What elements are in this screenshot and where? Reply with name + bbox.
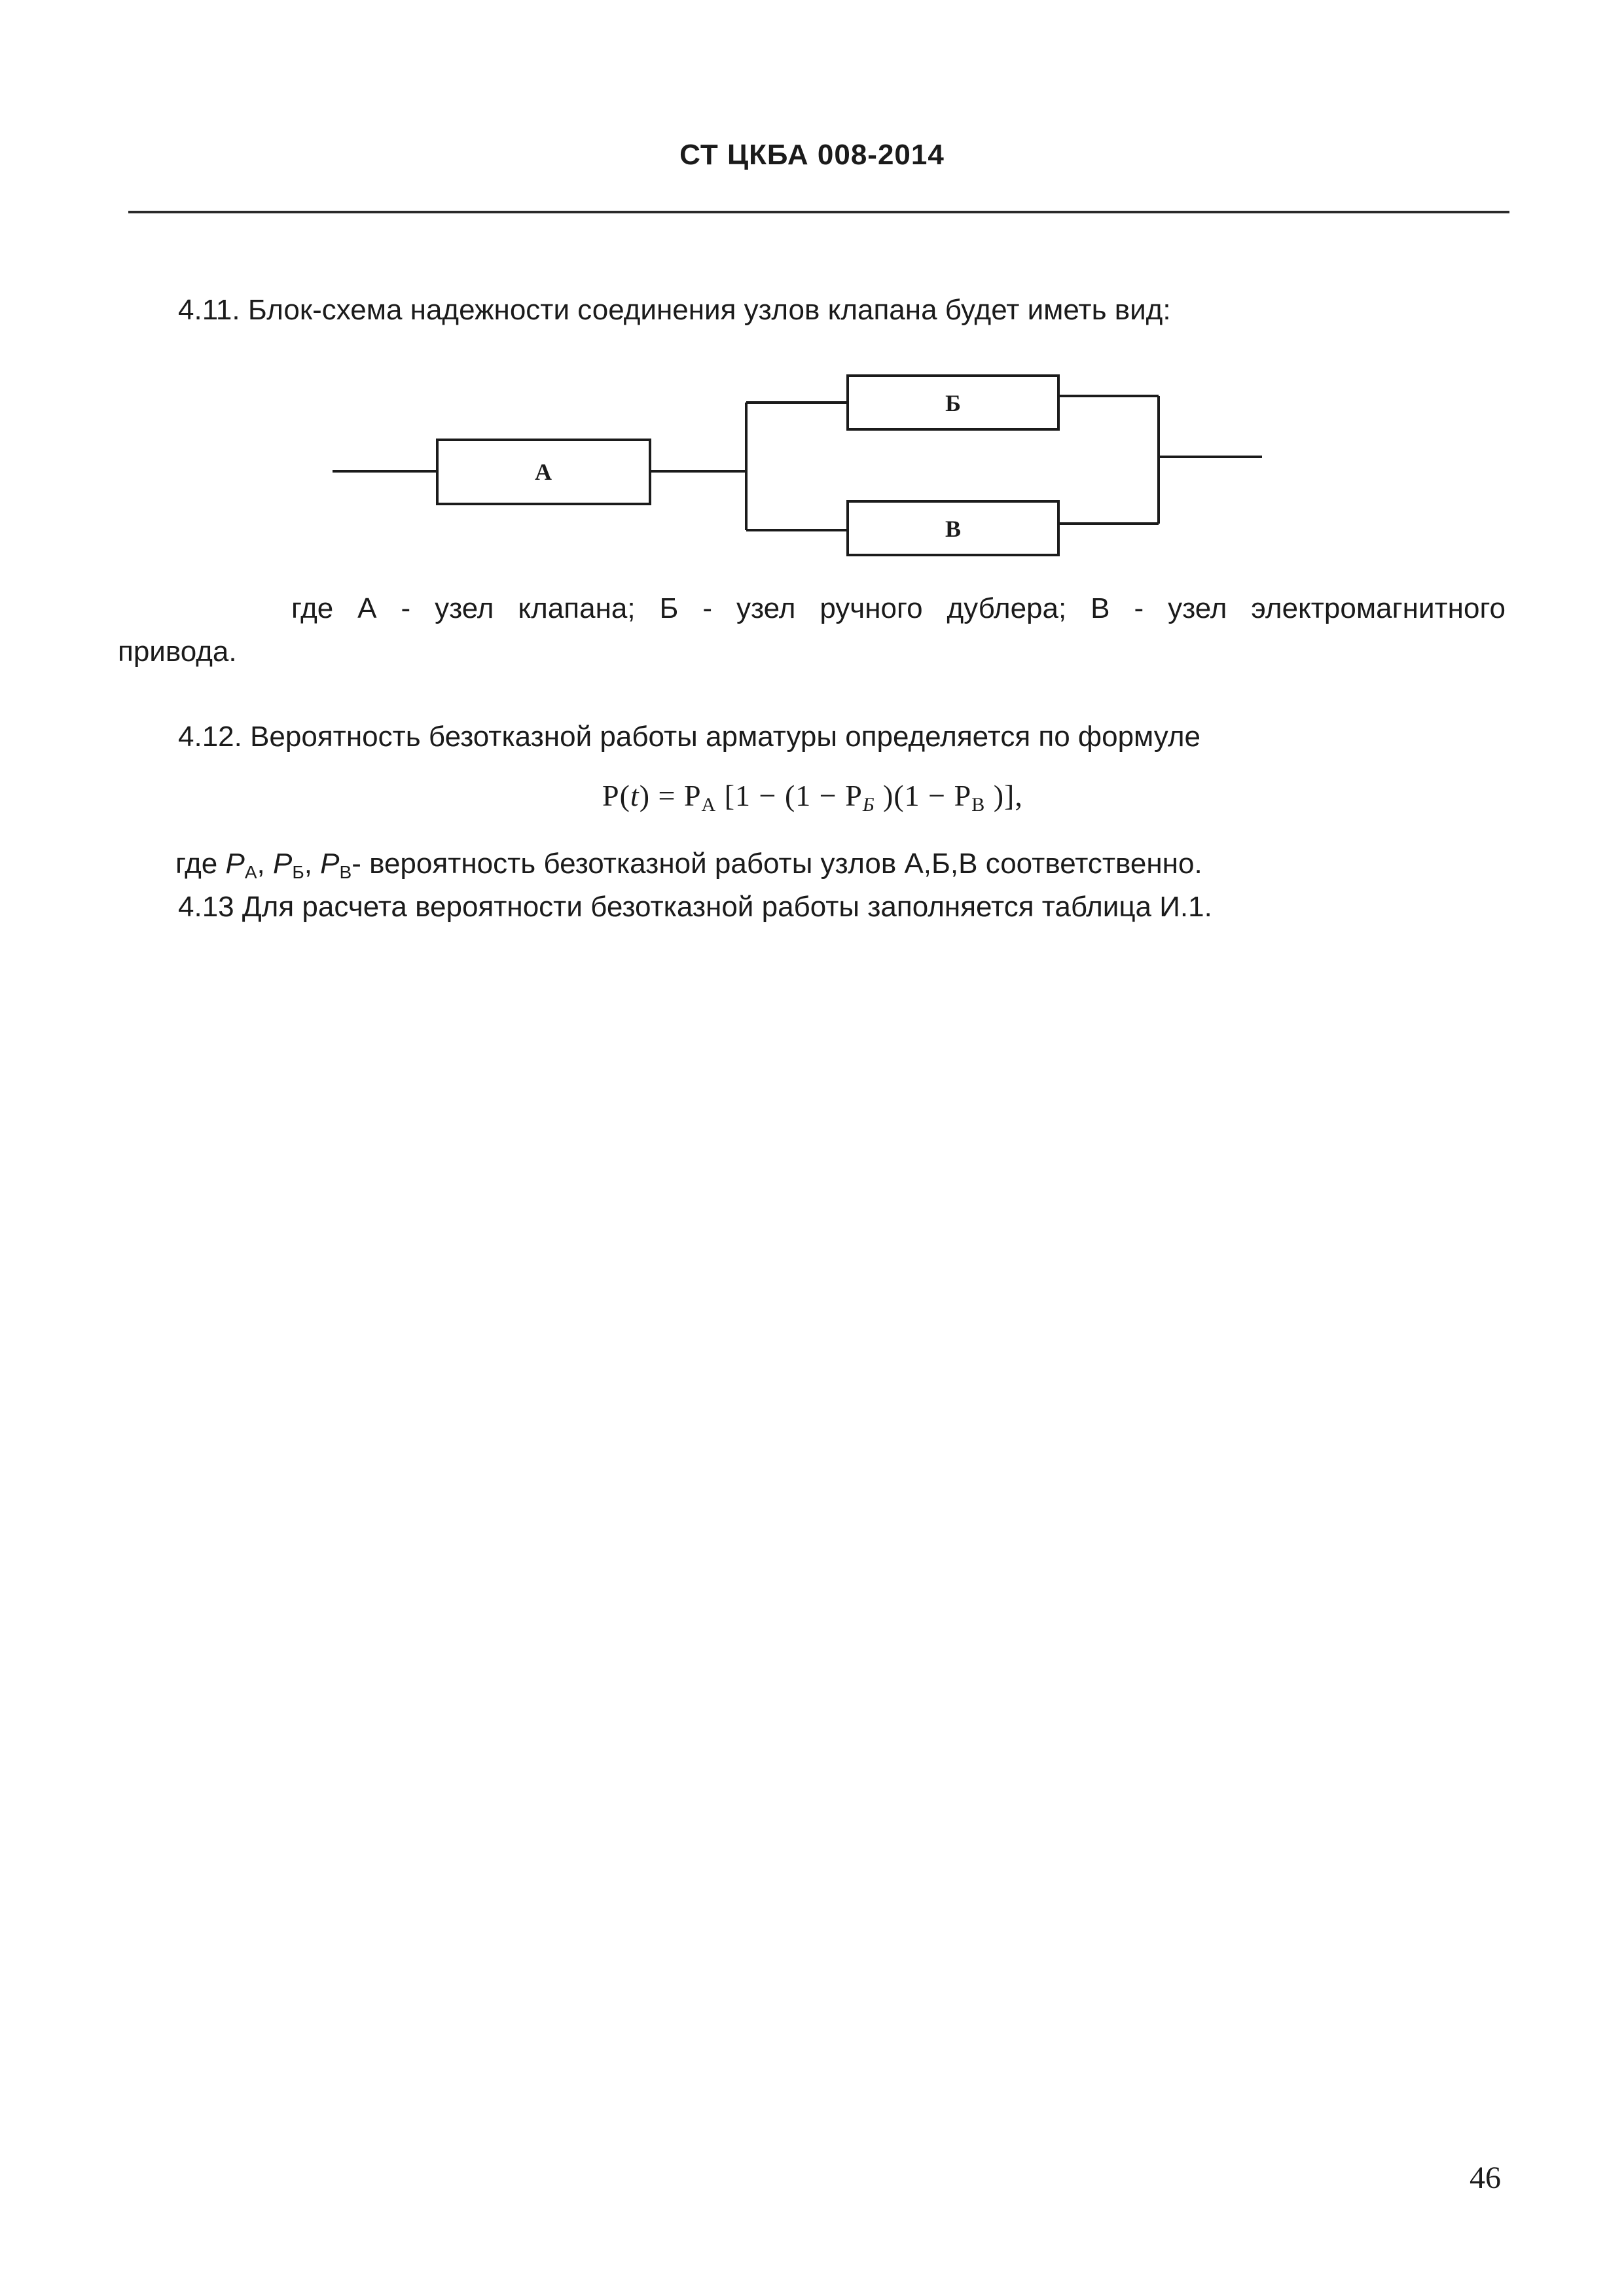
formula-sub-b [863, 794, 875, 816]
block-b-label: Б [945, 390, 961, 416]
formula-sub-a: А [701, 794, 717, 816]
formula-explanation [175, 844, 1202, 884]
header-rule [128, 211, 1509, 213]
where-p2: P [272, 848, 293, 880]
where-sep1: , [257, 848, 273, 880]
where-p3: P [320, 848, 340, 880]
formula-sub-b-text: Б [862, 794, 875, 816]
formula-mid1: [1 − (1 − P [716, 779, 863, 812]
formula-lhs-p: P [602, 779, 620, 812]
legend-text-line1: где А - узел клапана; Б - узел ручного дублера; В - узел электромагнитного [291, 592, 1506, 624]
document-header: СТ ЦКБА 008-2014 [679, 139, 945, 171]
reliability-formula [602, 776, 1023, 816]
formula-lhs-close: ) = P [639, 779, 702, 812]
where-p1: P [225, 848, 245, 880]
where-s3: В [339, 862, 352, 882]
formula-lhs-open: ( [619, 779, 630, 812]
where-prefix: где [175, 848, 226, 880]
where-s2: Б [292, 862, 304, 882]
formula-lhs-var: t [630, 779, 640, 812]
reliability-block-diagram [0, 367, 1624, 563]
section-4-12-text: 4.12. Вероятность безотказной работы арматуры определяется по формуле [178, 721, 1200, 753]
section-4-11-text: 4.11. Блок-схема надежности соединения узлов клапана будет иметь вид: [178, 294, 1171, 326]
block-a-label: А [535, 459, 552, 485]
block-v-label: В [945, 516, 962, 542]
where-s1: А [244, 862, 257, 882]
section-4-13-text: 4.13 Для расчета вероятности безотказной работы заполняется таблица И.1. [178, 891, 1212, 923]
formula-mid2: )(1 − P [875, 779, 972, 812]
page-number: 46 [1470, 2161, 1501, 2195]
formula-tail: )], [985, 779, 1023, 812]
legend-text-line2: привода. [118, 636, 237, 668]
where-sep2: , [304, 848, 321, 880]
formula-sub-v: В [971, 794, 986, 816]
where-rest: - вероятность безотказной работы узлов А,Б,В соответственно. [352, 848, 1202, 880]
